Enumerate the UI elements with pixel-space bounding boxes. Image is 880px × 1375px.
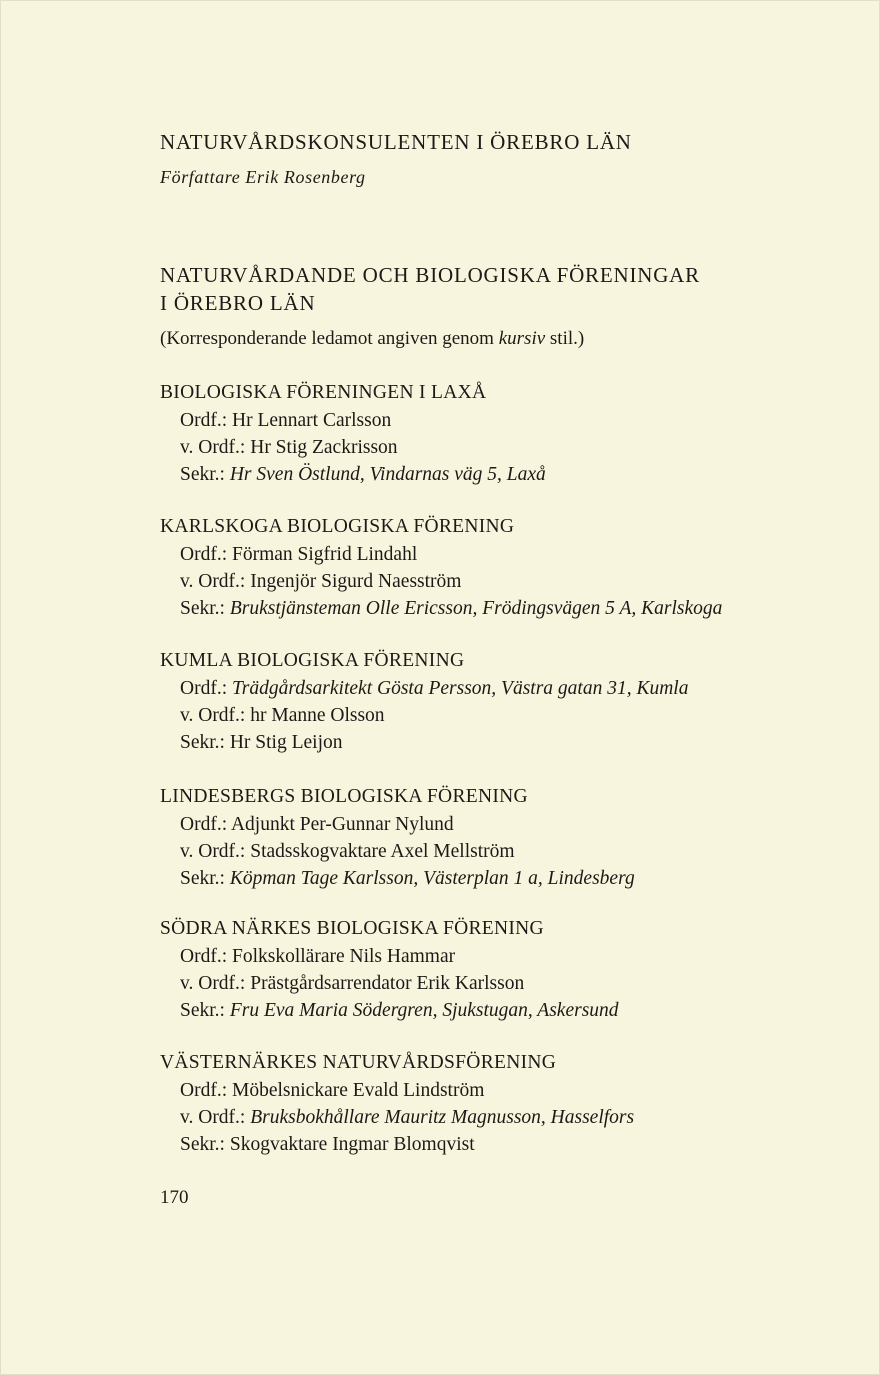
org-row: [180, 544, 417, 566]
row-value: Bruksbokhållare Mauritz Magnusson, Hasselfors: [250, 1107, 635, 1128]
note-before: (Korresponderande ledamot angiven genom: [160, 328, 499, 349]
org-row: [180, 464, 546, 486]
row-value: hr Manne Olsson: [250, 705, 385, 726]
row-label: Sekr.:: [180, 464, 225, 485]
section-heading-line2: I ÖREBRO LÄN: [160, 291, 316, 315]
row-value: Hr Stig Zackrisson: [250, 437, 398, 458]
org-name-kumla: KUMLA BIOLOGISKA FÖRENING: [160, 650, 465, 671]
row-label: v. Ordf.:: [180, 1107, 246, 1128]
row-label: Sekr.:: [180, 1134, 225, 1155]
row-value: Prästgårdsarrendator Erik Karlsson: [250, 973, 525, 994]
row-value: Skogvaktare Ingmar Blomqvist: [229, 1134, 475, 1155]
org-row: [180, 814, 454, 836]
row-value: Folkskollärare Nils Hammar: [232, 946, 456, 967]
row-label: Sekr.:: [180, 732, 225, 753]
row-label: Sekr.:: [180, 1000, 225, 1021]
org-row: [180, 437, 398, 459]
row-label: Sekr.:: [180, 868, 225, 889]
row-label: Sekr.:: [180, 598, 225, 619]
org-row: [180, 973, 524, 995]
row-label: Ordf.:: [180, 946, 228, 967]
row-value: Möbelsnickare Evald Lindström: [232, 1080, 485, 1101]
row-value: Stadsskogvaktare Axel Mellström: [250, 841, 515, 862]
org-row: [180, 1134, 475, 1156]
row-value: Ingenjör Sigurd Naesström: [250, 571, 462, 592]
row-label: Ordf.:: [180, 544, 228, 565]
org-row: [180, 598, 722, 620]
byline: Författare Erik Rosenberg: [160, 167, 366, 187]
row-label: Ordf.:: [180, 814, 228, 835]
org-row: [180, 868, 635, 890]
org-name-vasternarke: VÄSTERNÄRKES NATURVÅRDSFÖRENING: [160, 1052, 557, 1073]
org-row: [180, 946, 455, 968]
org-row: [180, 1107, 634, 1129]
org-name-karlskoga: KARLSKOGA BIOLOGISKA FÖRENING: [160, 516, 515, 537]
row-label: v. Ordf.:: [180, 705, 246, 726]
org-row: [180, 841, 515, 863]
row-value: Hr Stig Leijon: [229, 732, 343, 753]
row-label: Ordf.:: [180, 678, 228, 699]
org-name-laxa: BIOLOGISKA FÖRENINGEN I LAXÅ: [160, 382, 487, 403]
org-row: [180, 1000, 619, 1022]
org-name-sodra-narke: SÖDRA NÄRKES BIOLOGISKA FÖRENING: [160, 918, 544, 939]
row-value: Fru Eva Maria Södergren, Sjukstugan, Askersund: [229, 1000, 619, 1021]
row-value: Brukstjänsteman Olle Ericsson, Frödingsvägen 5 A, Karlskoga: [229, 598, 723, 619]
org-row: [180, 1080, 484, 1102]
row-label: Ordf.:: [180, 410, 228, 431]
org-row: [180, 732, 343, 754]
row-label: v. Ordf.:: [180, 437, 246, 458]
note-italic: kursiv: [498, 328, 546, 349]
org-row: [180, 571, 461, 593]
row-value: Hr Sven Östlund, Vindarnas väg 5, Laxå: [229, 464, 546, 485]
org-row: [180, 678, 688, 700]
page-number: 170: [160, 1187, 189, 1208]
org-name-lindesberg: LINDESBERGS BIOLOGISKA FÖRENING: [160, 786, 528, 807]
main-heading: NATURVÅRDSKONSULENTEN I ÖREBRO LÄN: [160, 130, 632, 154]
row-label: v. Ordf.:: [180, 841, 246, 862]
org-row: [180, 705, 385, 727]
row-value: Köpman Tage Karlsson, Västerplan 1 a, Lindesberg: [229, 868, 635, 889]
section-heading-line1: NATURVÅRDANDE OCH BIOLOGISKA FÖRENINGAR: [160, 263, 700, 287]
row-label: v. Ordf.:: [180, 571, 246, 592]
org-row: [180, 410, 391, 432]
note-after: stil.): [545, 328, 585, 349]
row-value: Hr Lennart Carlsson: [232, 410, 392, 431]
row-label: Ordf.:: [180, 1080, 228, 1101]
row-value: Förman Sigfrid Lindahl: [232, 544, 418, 565]
italic-note: [160, 328, 584, 350]
row-value: Trädgårdsarkitekt Gösta Persson, Västra gatan 31, Kumla: [232, 678, 689, 699]
row-value: Adjunkt Per-Gunnar Nylund: [230, 814, 454, 835]
row-label: v. Ordf.:: [180, 973, 246, 994]
